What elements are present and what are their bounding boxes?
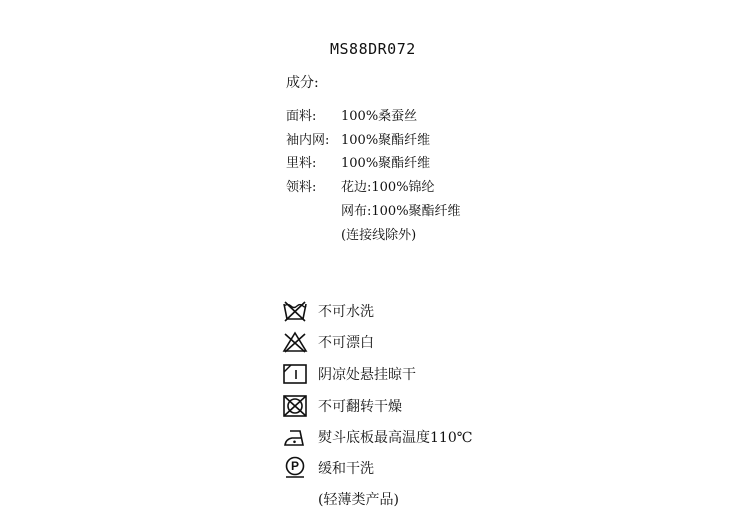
collar-mesh-material: 网布:100%聚酯纤维: [341, 204, 461, 219]
care-text: 不可水洗: [318, 304, 374, 320]
care-item: [282, 329, 374, 355]
care-text: 不可漂白: [318, 335, 374, 351]
gentle-dry-clean-p-icon: [282, 456, 308, 480]
care-text: 阴凉处悬挂晾干: [318, 367, 416, 383]
do-not-bleach-icon: [282, 330, 308, 354]
do-not-wash-icon: [282, 299, 308, 323]
care-text: 缓和干洗: [318, 461, 374, 477]
care-item: [282, 361, 416, 387]
composition-row: [286, 105, 417, 124]
composition-row: [286, 176, 435, 195]
svg-text:P: P: [290, 459, 300, 473]
do-not-tumble-dry-icon: [282, 394, 308, 418]
composition-part: 领料:: [286, 180, 317, 195]
composition-material: 100%聚酯纤维: [341, 133, 431, 148]
care-item: [282, 298, 374, 324]
product-code: MS88DR072: [330, 40, 416, 58]
composition-material: 花边:100%锦纶: [341, 180, 435, 195]
composition-part: 袖内网:: [286, 133, 330, 148]
composition-material: 100%聚酯纤维: [341, 156, 431, 171]
composition-part: 面料:: [286, 109, 317, 124]
composition-note: (连接线除外): [341, 228, 417, 243]
composition-row: [286, 152, 430, 171]
composition-material: 100%桑蚕丝: [341, 109, 418, 124]
composition-row: [286, 129, 430, 148]
composition-part: 里料:: [286, 156, 317, 171]
care-item: [282, 393, 402, 419]
care-item: [282, 455, 374, 481]
care-item: [282, 424, 472, 450]
care-text: 熨斗底板最高温度110℃: [318, 430, 473, 446]
line-dry-shade-icon: [282, 362, 308, 386]
care-text: 不可翻转干燥: [318, 399, 402, 415]
footer-partial-text: (轻薄类产品): [318, 492, 399, 508]
composition-title: 成分:: [286, 75, 319, 91]
iron-max-110-icon: [282, 425, 308, 449]
